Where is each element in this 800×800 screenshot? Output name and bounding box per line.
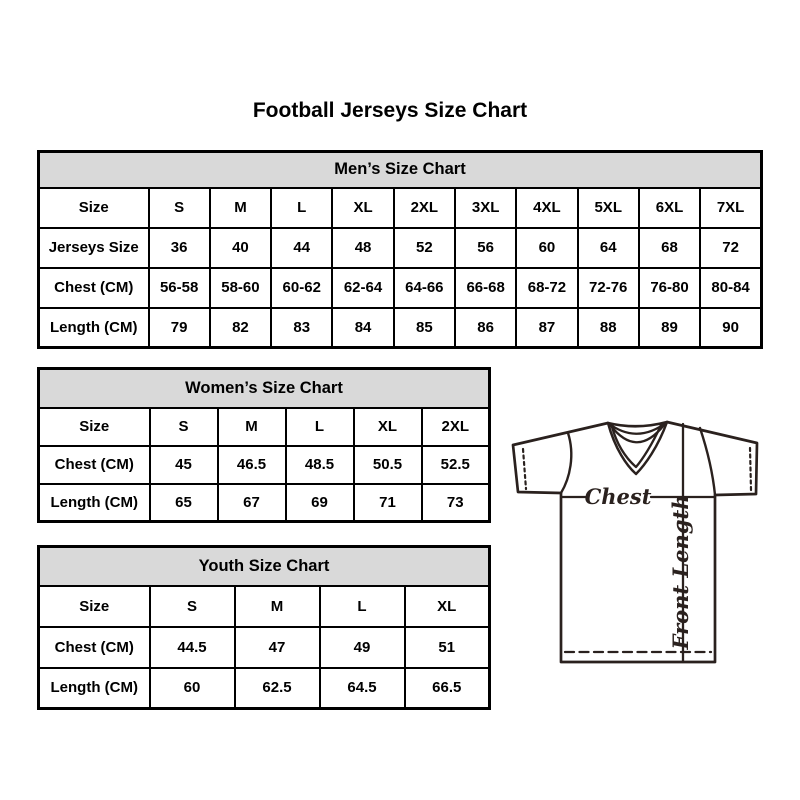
men-value-cell: 68 (639, 228, 700, 268)
men-value-cell: 2XL (394, 188, 455, 228)
youth-row-label: Size (39, 586, 150, 627)
chest-label: Chest (584, 484, 652, 509)
men-value-cell: 66-68 (455, 268, 516, 308)
men-value-cell: 36 (149, 228, 210, 268)
youth-table-header-row (39, 547, 490, 586)
women-value-cell: M (218, 408, 286, 446)
men-value-cell: 90 (700, 308, 761, 348)
front-length-label: Front Length (668, 494, 693, 650)
mens-size-chart-table (37, 150, 763, 349)
youth-value-cell: 47 (235, 627, 320, 668)
men-value-cell: 44 (271, 228, 332, 268)
women-row-label: Size (39, 408, 150, 446)
men-value-cell: 7XL (700, 188, 761, 228)
men-value-cell: 52 (394, 228, 455, 268)
men-row-label: Chest (CM) (39, 268, 149, 308)
women-value-cell: 48.5 (286, 446, 354, 484)
men-value-cell: 56 (455, 228, 516, 268)
women-value-cell: 65 (150, 484, 218, 522)
jersey-measurement-diagram (498, 408, 773, 673)
men-value-cell: 87 (516, 308, 577, 348)
women-table-row-0 (39, 408, 490, 446)
men-value-cell: 76-80 (639, 268, 700, 308)
men-value-cell: 85 (394, 308, 455, 348)
men-row-label: Size (39, 188, 149, 228)
men-value-cell: 84 (332, 308, 393, 348)
men-value-cell: 40 (210, 228, 271, 268)
women-value-cell: S (150, 408, 218, 446)
women-value-cell: L (286, 408, 354, 446)
men-table-title: Men’s Size Chart (39, 152, 762, 188)
men-value-cell: 62-64 (332, 268, 393, 308)
women-value-cell: 67 (218, 484, 286, 522)
youth-value-cell: 66.5 (405, 668, 490, 709)
men-value-cell: 89 (639, 308, 700, 348)
men-value-cell: 68-72 (516, 268, 577, 308)
women-value-cell: 46.5 (218, 446, 286, 484)
women-value-cell: XL (354, 408, 422, 446)
women-table-header-row (39, 369, 490, 408)
youth-value-cell: 49 (320, 627, 405, 668)
men-value-cell: 48 (332, 228, 393, 268)
men-table-row-2 (39, 268, 762, 308)
jersey-outline (513, 422, 757, 662)
youth-table-row-2 (39, 668, 490, 709)
women-value-cell: 45 (150, 446, 218, 484)
men-value-cell: 83 (271, 308, 332, 348)
men-row-label: Length (CM) (39, 308, 149, 348)
women-table-row-2 (39, 484, 490, 522)
youth-value-cell: XL (405, 586, 490, 627)
womens-size-chart-table (37, 367, 491, 523)
men-value-cell: 58-60 (210, 268, 271, 308)
men-value-cell: 79 (149, 308, 210, 348)
men-value-cell: 6XL (639, 188, 700, 228)
men-value-cell: 3XL (455, 188, 516, 228)
men-table-row-0 (39, 188, 762, 228)
youth-row-label: Chest (CM) (39, 627, 150, 668)
men-value-cell: 4XL (516, 188, 577, 228)
youth-size-chart-table (37, 545, 491, 710)
men-table-header-row (39, 152, 762, 188)
youth-value-cell: M (235, 586, 320, 627)
right-cuff-dashed-line (750, 448, 751, 490)
men-value-cell: 72-76 (578, 268, 639, 308)
youth-table-title: Youth Size Chart (39, 547, 490, 586)
men-value-cell: L (271, 188, 332, 228)
men-value-cell: 82 (210, 308, 271, 348)
men-value-cell: 5XL (578, 188, 639, 228)
men-value-cell: 60 (516, 228, 577, 268)
men-value-cell: XL (332, 188, 393, 228)
youth-value-cell: S (150, 586, 235, 627)
men-value-cell: 64 (578, 228, 639, 268)
women-value-cell: 69 (286, 484, 354, 522)
women-row-label: Chest (CM) (39, 446, 150, 484)
women-table-row-1 (39, 446, 490, 484)
men-value-cell: 56-58 (149, 268, 210, 308)
men-value-cell: 88 (578, 308, 639, 348)
jersey-illustration (498, 408, 773, 673)
youth-table-row-1 (39, 627, 490, 668)
women-value-cell: 73 (422, 484, 490, 522)
youth-table-row-0 (39, 586, 490, 627)
youth-value-cell: 60 (150, 668, 235, 709)
men-value-cell: S (149, 188, 210, 228)
men-table-row-1 (39, 228, 762, 268)
youth-value-cell: 62.5 (235, 668, 320, 709)
youth-value-cell: 44.5 (150, 627, 235, 668)
youth-value-cell: 64.5 (320, 668, 405, 709)
page-title: Football Jerseys Size Chart (252, 99, 528, 122)
men-value-cell: 80-84 (700, 268, 761, 308)
women-value-cell: 71 (354, 484, 422, 522)
youth-value-cell: L (320, 586, 405, 627)
women-value-cell: 52.5 (422, 446, 490, 484)
men-row-label: Jerseys Size (39, 228, 149, 268)
men-value-cell: M (210, 188, 271, 228)
women-row-label: Length (CM) (39, 484, 150, 522)
women-value-cell: 2XL (422, 408, 490, 446)
men-value-cell: 60-62 (271, 268, 332, 308)
men-value-cell: 64-66 (394, 268, 455, 308)
youth-row-label: Length (CM) (39, 668, 150, 709)
men-value-cell: 86 (455, 308, 516, 348)
youth-value-cell: 51 (405, 627, 490, 668)
women-table-title: Women’s Size Chart (39, 369, 490, 408)
women-value-cell: 50.5 (354, 446, 422, 484)
men-table-row-3 (39, 308, 762, 348)
men-value-cell: 72 (700, 228, 761, 268)
